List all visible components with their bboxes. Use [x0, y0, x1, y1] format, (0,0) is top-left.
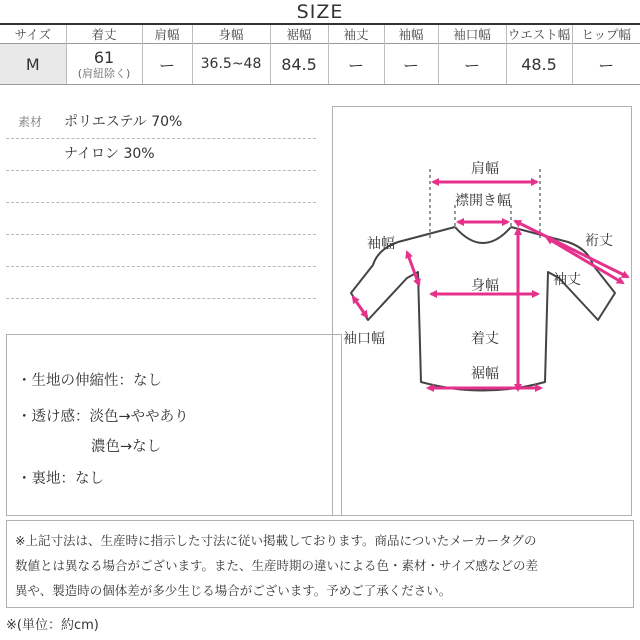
stretch-property: ・生地の伸縮性：なし [17, 373, 162, 389]
cuff-label: 袖口幅 [343, 331, 385, 347]
unit-note: ※(単位：約cm) [6, 618, 99, 633]
raglan-arrow [515, 221, 628, 277]
cell-length [66, 44, 142, 85]
sheer-dark-property: 濃色→なし [91, 439, 162, 455]
sleeve-width-arrow [407, 252, 419, 285]
cell-length-note: (肩紐除く) [77, 66, 131, 80]
hem-label: 裾幅 [471, 366, 499, 382]
cell-waist: 48.5 [506, 44, 572, 85]
cell-hip: ー [572, 44, 640, 85]
header-chest: 身幅 [192, 25, 270, 44]
table-header-row [0, 25, 640, 44]
note-line: 数値とは異なる場合がございます。また、生産時期の違いによる色・素材・サイズ感などの差 [15, 558, 539, 573]
lining-property: ・裏地：なし [17, 471, 104, 487]
cell-sleeve-width: ー [384, 44, 438, 85]
notes-box [6, 520, 634, 608]
material-line: ナイロン 30% [64, 146, 155, 162]
material-row [6, 138, 316, 171]
cuff-arrow [353, 297, 367, 317]
garment-diagram [333, 107, 633, 517]
garment-neckline [455, 227, 511, 243]
note-line: 異や、製造時の個体差が多少生じる場合がございます。予めご了承ください。 [15, 583, 452, 598]
header-sleeve-length: 袖丈 [328, 25, 384, 44]
fabric-properties-box [6, 334, 342, 516]
header-sleeve-width: 袖幅 [384, 25, 438, 44]
cell-cuff-width: ー [438, 44, 506, 85]
chest-label: 身幅 [471, 278, 499, 294]
material-row-empty [6, 234, 316, 267]
header-size: サイズ [0, 25, 66, 44]
shoulder-label: 肩幅 [471, 161, 499, 177]
material-line: ポリエステル 70% [64, 114, 183, 130]
material-row-empty [6, 266, 316, 299]
cell-sleeve-length: ー [328, 44, 384, 85]
header-hem: 裾幅 [270, 25, 328, 44]
length-label: 着丈 [471, 331, 499, 347]
material-row-empty [6, 202, 316, 235]
cell-length-value: 61 [93, 47, 115, 67]
material-row-empty [6, 170, 316, 203]
note-line: ※上記寸法は、生産時に指示した寸法に従い掲載しております。商品についたメーカータグの [15, 533, 537, 548]
sheer-property: ・透け感：淡色→ややあり [17, 409, 189, 425]
cell-size: M [0, 44, 66, 85]
raglan-label: 裄丈 [585, 233, 613, 249]
header-hip: ヒップ幅 [572, 25, 640, 44]
material-label: 素材 [18, 115, 43, 129]
header-shoulder: 肩幅 [142, 25, 192, 44]
sleeve-width-label: 袖幅 [367, 236, 395, 252]
header-waist: ウエスト幅 [507, 27, 571, 42]
size-title: SIZE [296, 1, 344, 23]
material-row [6, 106, 316, 139]
size-table [0, 25, 640, 85]
table-row [0, 44, 640, 85]
header-cuff-width: 袖口幅 [438, 25, 506, 44]
cell-shoulder: ー [142, 44, 192, 85]
measurement-diagram-box [332, 106, 632, 516]
cell-hem: 84.5 [270, 44, 328, 85]
cell-chest: 36.5~48 [192, 44, 270, 85]
header-length: 着丈 [66, 25, 142, 44]
sleeve-length-label: 袖丈 [553, 272, 581, 288]
neck-label: 襟開き幅 [455, 193, 511, 209]
